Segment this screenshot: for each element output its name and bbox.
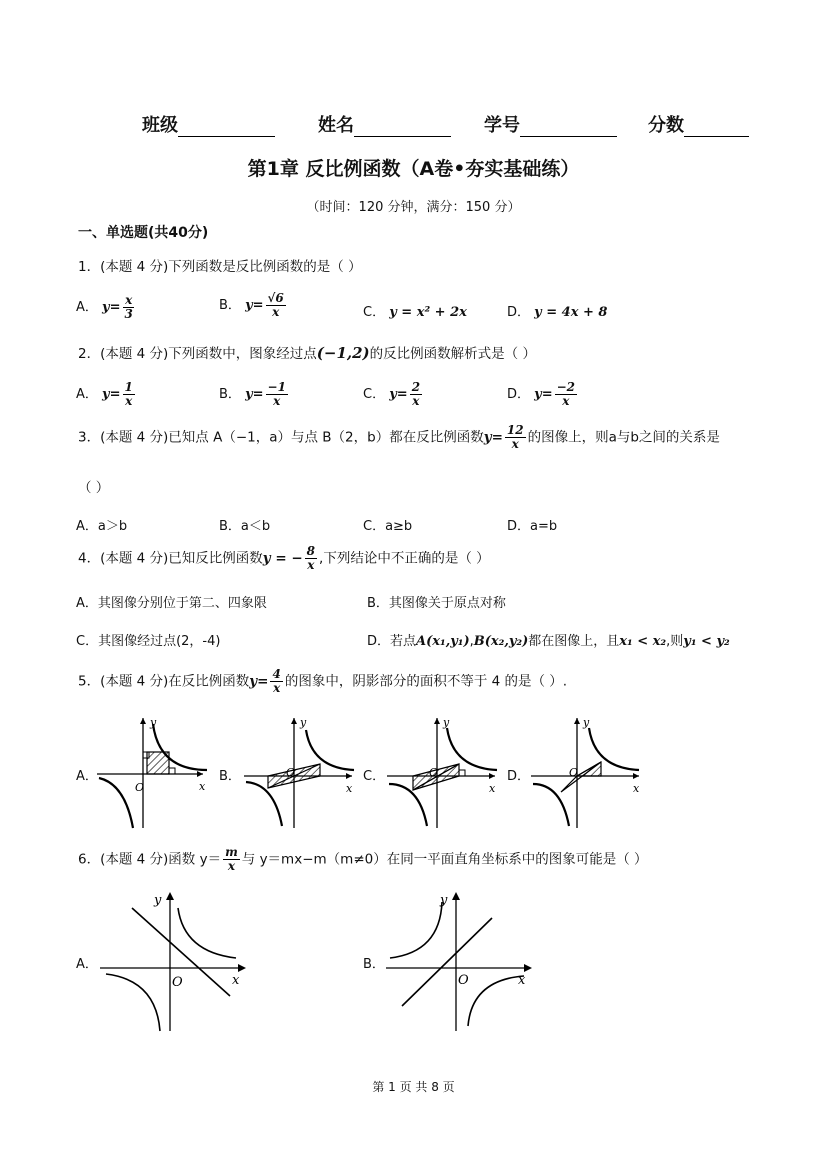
class-blank[interactable]: [178, 118, 275, 137]
q2-option-a[interactable]: A． y= $\frac{1}{x}$: [76, 380, 133, 408]
name-field: [318, 111, 451, 137]
q5-option-c[interactable]: C．: [363, 769, 386, 784]
class-label: 班级: [142, 115, 178, 136]
q3-option-a[interactable]: A．a＞b: [76, 519, 128, 534]
q4-stem: 4．(本题 4 分)已知反比例函数y = − $\frac{8}{x}$ ,下列结论中不正确的是（ ）: [78, 544, 490, 572]
hyperbola-branch-1: [390, 902, 442, 958]
q2-option-d[interactable]: D． y= $\frac{-2}{x}$: [507, 380, 576, 408]
q6-stem: 6．(本题 4 分)函数 y＝ $\frac{m}{x}$ 与 y＝mx−m（m≠0）在同一平面直角坐标系中的图象可能是（ ）: [78, 845, 648, 873]
q6-graph-a: [98, 888, 253, 1033]
page-footer: 第 1 页 共 8 页: [372, 1080, 455, 1094]
q5-graph-b: [240, 712, 358, 830]
score-label: 分数: [648, 115, 684, 136]
q6-option-a[interactable]: A．: [76, 957, 98, 972]
curve-q1: [447, 728, 497, 770]
q4-option-c[interactable]: C．其图像经过点(2，-4): [76, 634, 221, 649]
id-field: [484, 111, 617, 137]
hyperbola-branch-1: [178, 908, 236, 958]
q2-option-c[interactable]: C． y= $\frac{2}{x}$: [363, 380, 421, 408]
q1-stem: 1．(本题 4 分)下列函数是反比例函数的是（ ）: [78, 259, 362, 275]
q3-answer-paren: （ ）: [78, 480, 110, 496]
x-label: x: [489, 782, 496, 795]
origin-label: O: [458, 973, 469, 988]
y-label: y: [583, 716, 590, 729]
curve-q3: [246, 782, 282, 826]
y-label: y: [443, 716, 450, 729]
id-label: 学号: [484, 115, 520, 136]
origin-label: O: [172, 975, 183, 990]
line-graph: [402, 918, 492, 1006]
id-blank[interactable]: [520, 118, 617, 137]
origin-label: O: [429, 766, 439, 779]
q5-option-d[interactable]: D．: [507, 769, 531, 784]
hyperbola-branch-2: [106, 974, 160, 1031]
q6-graph-b: [384, 888, 539, 1033]
q5-graph-c: [383, 712, 501, 830]
curve-q1: [589, 728, 639, 770]
q1-option-b[interactable]: B． y= $\frac{√6}{x}$: [219, 291, 284, 319]
q6-option-b[interactable]: B．: [363, 957, 385, 972]
x-label: x: [346, 782, 353, 795]
page-title: 第1章 反比例函数（A卷•夯实基础练）: [247, 158, 580, 180]
q4-option-d[interactable]: D．若点A(x₁,y₁),B(x₂,y₂)都在图像上，且x₁ < x₂,则y₁ < y₂: [367, 634, 730, 649]
class-field: [142, 111, 275, 137]
q2-stem: 2．(本题 4 分)下列函数中，图象经过点(−1,2)的反比例函数解析式是（ ）: [78, 344, 536, 362]
name-label: 姓名: [318, 115, 354, 136]
curve-q3: [389, 784, 427, 826]
curve-q3: [99, 778, 133, 828]
q1-option-d[interactable]: D． y = 4x + 8: [507, 305, 608, 320]
origin-label: O: [286, 766, 296, 779]
y-label: y: [154, 893, 162, 908]
q5-option-a[interactable]: A．: [76, 769, 98, 784]
q3-option-d[interactable]: D．a=b: [507, 519, 558, 534]
hyperbola-branch-2: [468, 976, 524, 1026]
curve-q1: [306, 730, 354, 770]
q5-stem: 5．(本题 4 分)在反比例函数y= $\frac{4}{x}$ 的图象中，阴影部分的面积不等于 4 的是（ ）.: [78, 667, 568, 695]
q2-option-b[interactable]: B． y= $\frac{-1}{x}$: [219, 380, 286, 408]
y-label: y: [150, 716, 157, 729]
name-blank[interactable]: [354, 118, 451, 137]
x-label: x: [633, 782, 640, 795]
score-field: [648, 111, 749, 137]
score-blank[interactable]: [684, 118, 749, 137]
section-heading: 一、单选题(共40分): [78, 225, 209, 241]
q1-option-c[interactable]: C． y = x² + 2x: [363, 305, 467, 320]
q3-stem: 3．(本题 4 分)已知点 A（−1，a）与点 B（2，b）都在反比例函数y= $\frac{12}{x}$ 的图像上，则a与b之间的关系是: [78, 423, 720, 451]
q5-graph-d: [527, 712, 645, 830]
q4-option-b[interactable]: B．其图像关于原点对称: [367, 596, 506, 611]
exam-time-info: （时间：120 分钟，满分：150 分）: [306, 200, 521, 215]
y-label: y: [300, 716, 307, 729]
q5-option-b[interactable]: B．: [219, 769, 241, 784]
q3-option-c[interactable]: C．a≥b: [363, 519, 413, 534]
x-label: x: [518, 973, 526, 988]
x-label: x: [232, 973, 240, 988]
q1-option-a[interactable]: A． y= $\frac{x}{3}$: [76, 293, 133, 321]
shaded-triangle-2: [577, 762, 601, 776]
q3-option-b[interactable]: B．a＜b: [219, 519, 271, 534]
q5-graph-a: [95, 712, 210, 830]
origin-label: O: [569, 766, 579, 779]
shaded-rect: [147, 752, 169, 774]
x-label: x: [199, 780, 206, 793]
origin-label: O: [135, 781, 145, 794]
y-label: y: [440, 893, 448, 908]
q4-option-a[interactable]: A．其图像分别位于第二、四象限: [76, 596, 267, 611]
